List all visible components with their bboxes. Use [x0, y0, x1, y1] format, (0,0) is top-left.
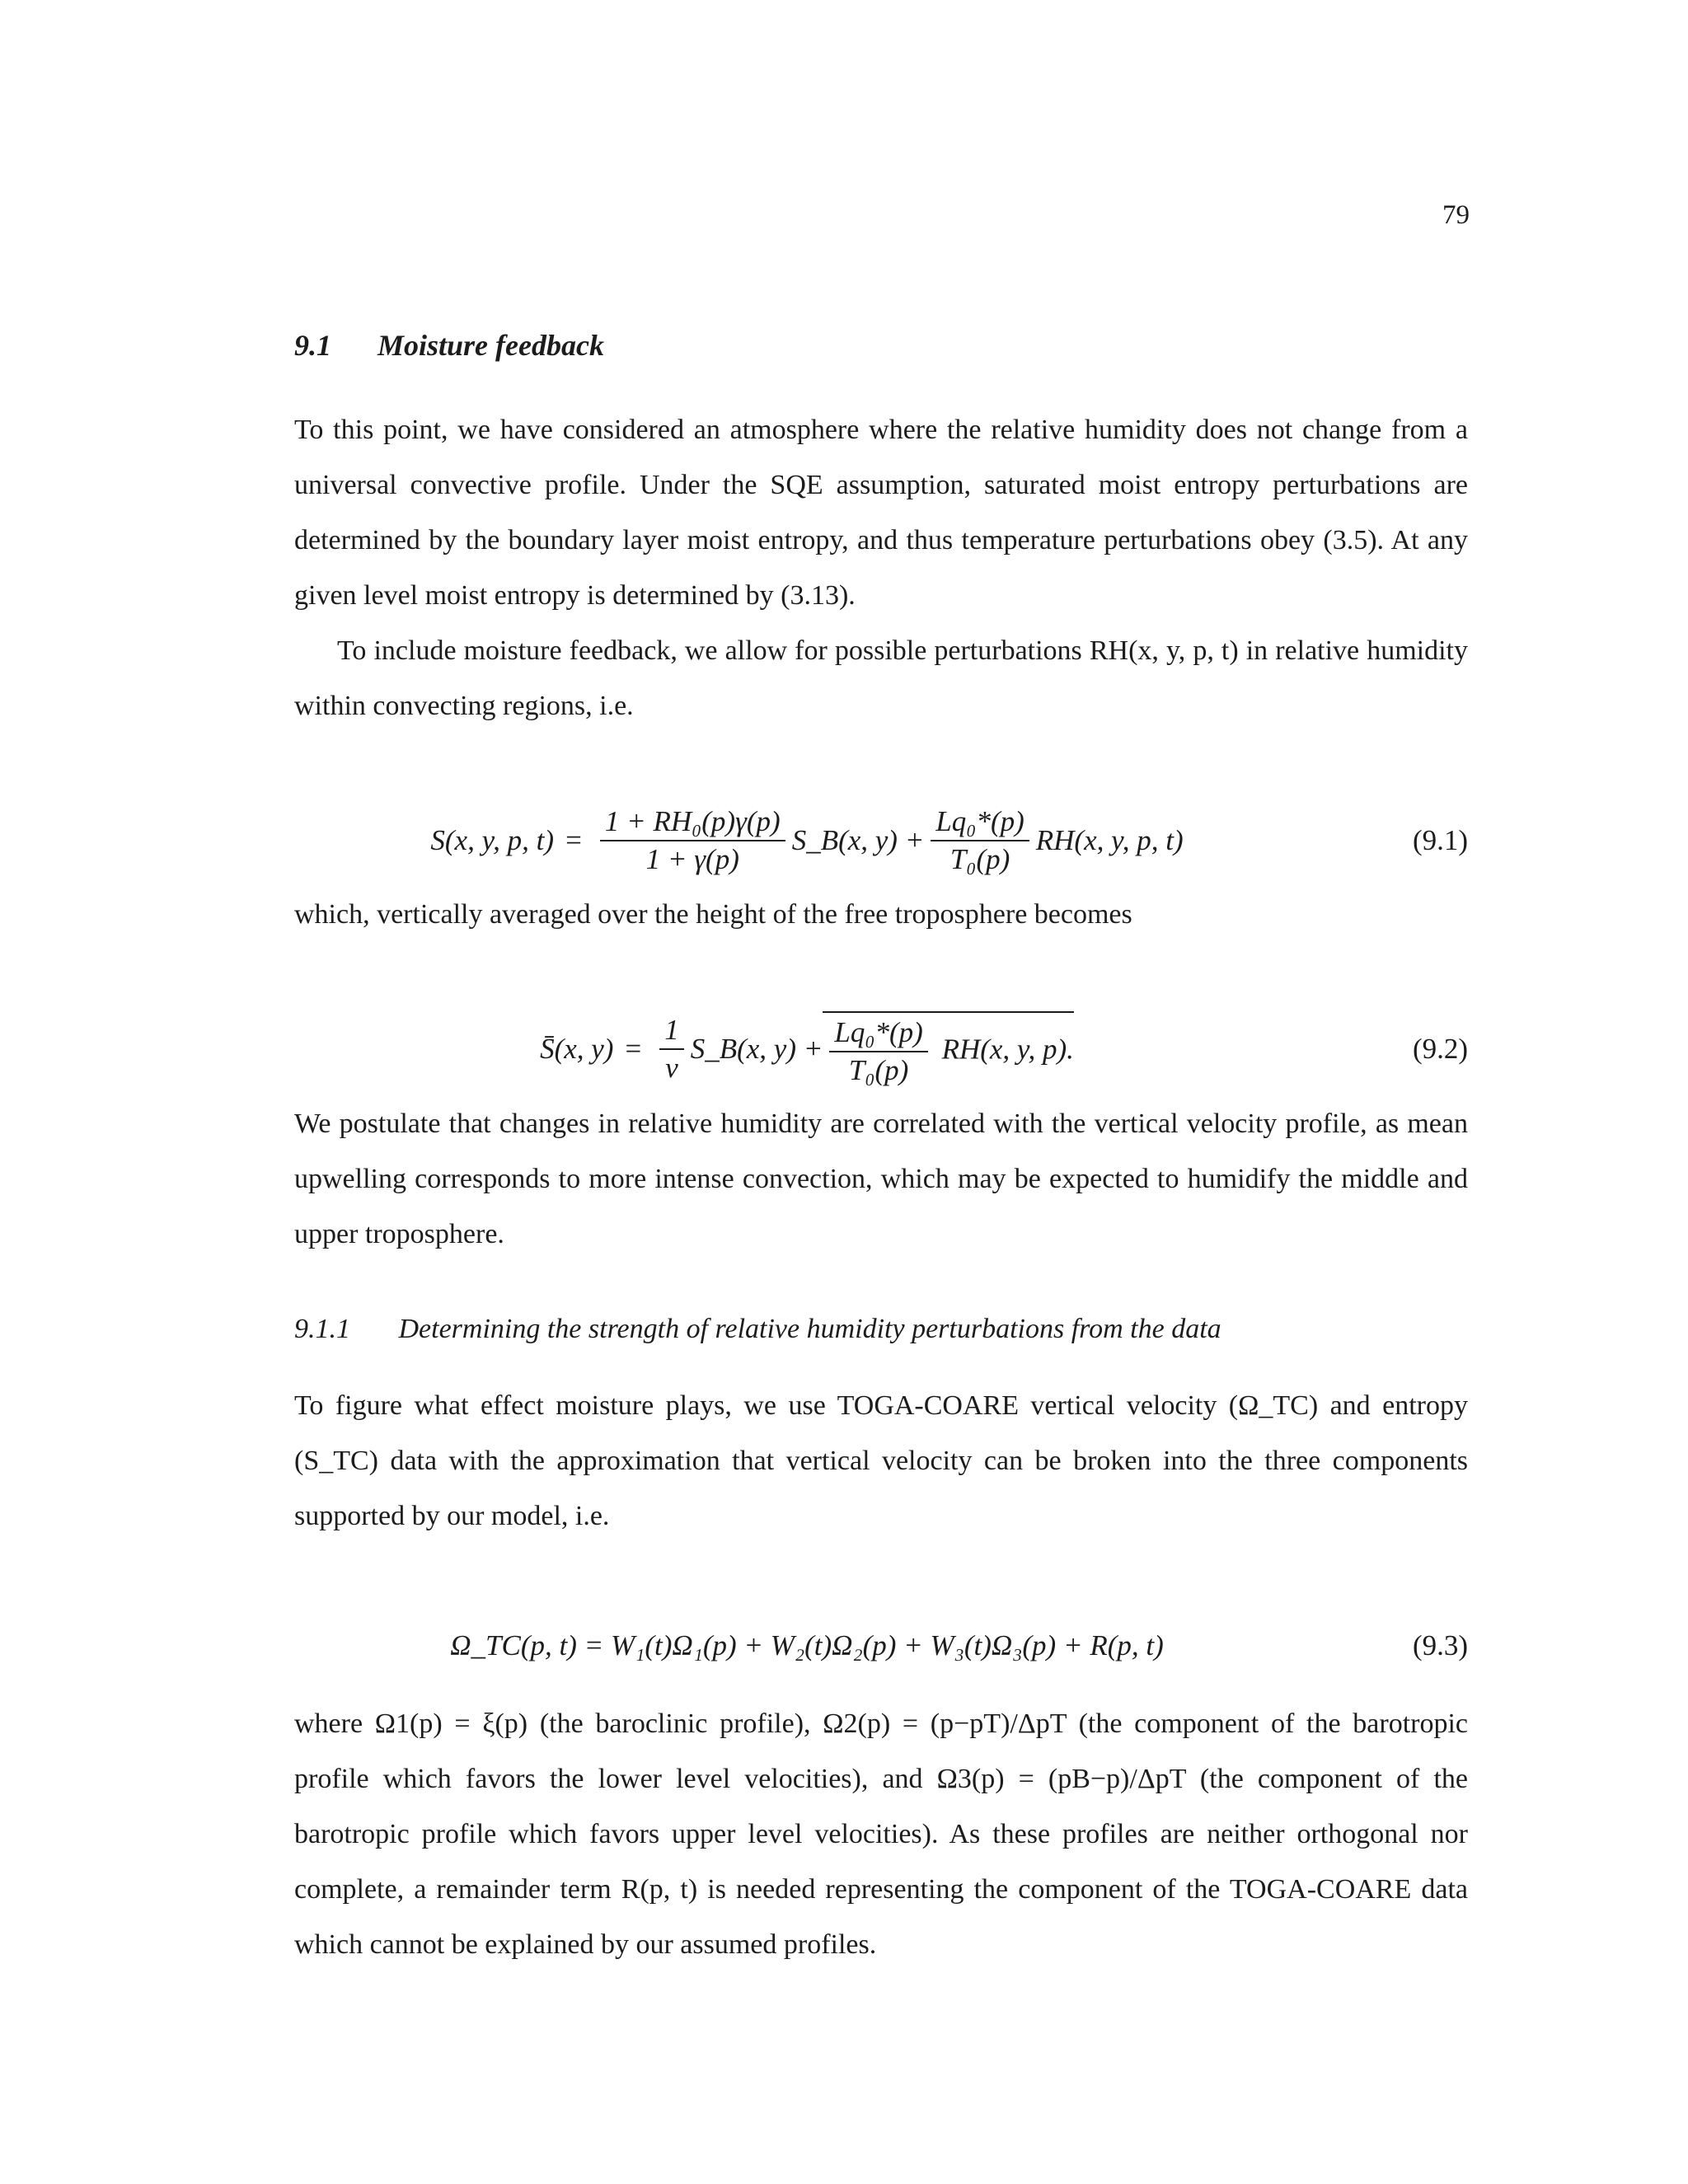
eq2-term-2: RH(x, y, p).	[941, 1033, 1074, 1066]
paragraph-1: To this point, we have considered an atmosphere where the relative humidity does not change from a universal convective profile. Under the SQE assumption, saturated moist entropy perturbations are determined by the boundary layer moist entropy, and thus temperature perturbations obey (3.5). At any given level moist entropy is determined by (3.13).	[294, 415, 1468, 611]
subsection-heading	[294, 1314, 1221, 1345]
paragraph-5: To figure what effect moisture plays, we use TOGA-COARE vertical velocity (Ω_TC) and entropy (S_TC) data with the approximation that vertical velocity can be broken into the three components supported by our model, i.e.	[294, 1390, 1468, 1531]
eq2-fraction-1	[659, 1014, 684, 1085]
section-heading	[294, 328, 604, 363]
paragraph-6: where Ω1(p) = ξ(p) (the baroclinic profile), Ω2(p) = (p−pT)/ΔpT (the component of the barotropic profile which favors the lower level velocities), and Ω3(p) = (pB−p)/ΔpT (the component of the barotropic profile which favors upper level velocities). As these profiles are neither orthogonal nor complete, a remainder term R(p, t) is needed representing the component of the TOGA-COARE data which cannot be explained by our assumed profiles.	[294, 1708, 1468, 1960]
equation-9-3	[294, 1601, 1468, 1691]
eq1-term-2: RH(x, y, p, t)	[1035, 824, 1184, 856]
eq1-fraction-2-numerator: Lq₀*(p)	[931, 805, 1029, 841]
eq1-fraction-1-numerator: 1 + RH₀(p)γ(p)	[600, 805, 785, 841]
equation-9-1	[294, 795, 1468, 886]
subsection-number: 9.1.1	[294, 1314, 350, 1344]
equation-number-9-2: (9.2)	[1412, 1033, 1468, 1065]
page-number: 79	[1442, 200, 1470, 230]
paragraph-2: To include moisture feedback, we allow for possible perturbations RH(x, y, p, t) in relative humidity within convecting regions, i.e.	[294, 635, 1468, 721]
eq2-fraction-1-denominator: ν	[665, 1052, 678, 1084]
eq1-equals: =	[565, 824, 582, 856]
eq2-lhs: S̄(x, y)	[540, 1033, 614, 1065]
section-title: Moisture feedback	[377, 329, 604, 362]
paragraph-3: which, vertically averaged over the height of the free troposphere becomes	[294, 899, 1132, 930]
eq1-fraction-2	[931, 805, 1029, 877]
equation-number-9-1: (9.1)	[1412, 824, 1468, 856]
eq2-fraction-1-numerator: 1	[659, 1014, 684, 1050]
eq2-fraction-2-numerator: Lq₀*(p)	[829, 1016, 927, 1052]
eq1-fraction-1	[600, 805, 785, 877]
eq2-fraction-2-denominator: T₀(p)	[848, 1054, 909, 1086]
eq2-equals: =	[625, 1033, 642, 1065]
eq1-lhs: S(x, y, p, t)	[430, 824, 555, 856]
paragraph-4: We postulate that changes in relative humidity are correlated with the vertical velocity profile, as mean upwelling corresponds to more intense convection, which may be expected to humidify the middle and upper troposphere.	[294, 1108, 1468, 1249]
eq1-term-1: S_B(x, y) +	[791, 824, 925, 856]
eq2-average-bar	[823, 1011, 1074, 1088]
eq1-fraction-1-denominator: 1 + γ(p)	[645, 843, 739, 875]
eq2-term-1: S_B(x, y) +	[690, 1033, 823, 1065]
section-number: 9.1	[294, 329, 331, 362]
equation-number-9-3: (9.3)	[1412, 1629, 1468, 1661]
subsection-title: Determining the strength of relative humidity perturbations from the data	[398, 1314, 1221, 1344]
equation-9-2	[294, 1004, 1468, 1094]
eq1-fraction-2-denominator: T₀(p)	[950, 843, 1010, 875]
eq3-expression: Ω_TC(p, t) = W₁(t)Ω₁(p) + W₂(t)Ω₂(p) + W₃(t)Ω₃(p) + R(p, t)	[450, 1629, 1164, 1661]
eq2-fraction-2	[829, 1016, 927, 1088]
